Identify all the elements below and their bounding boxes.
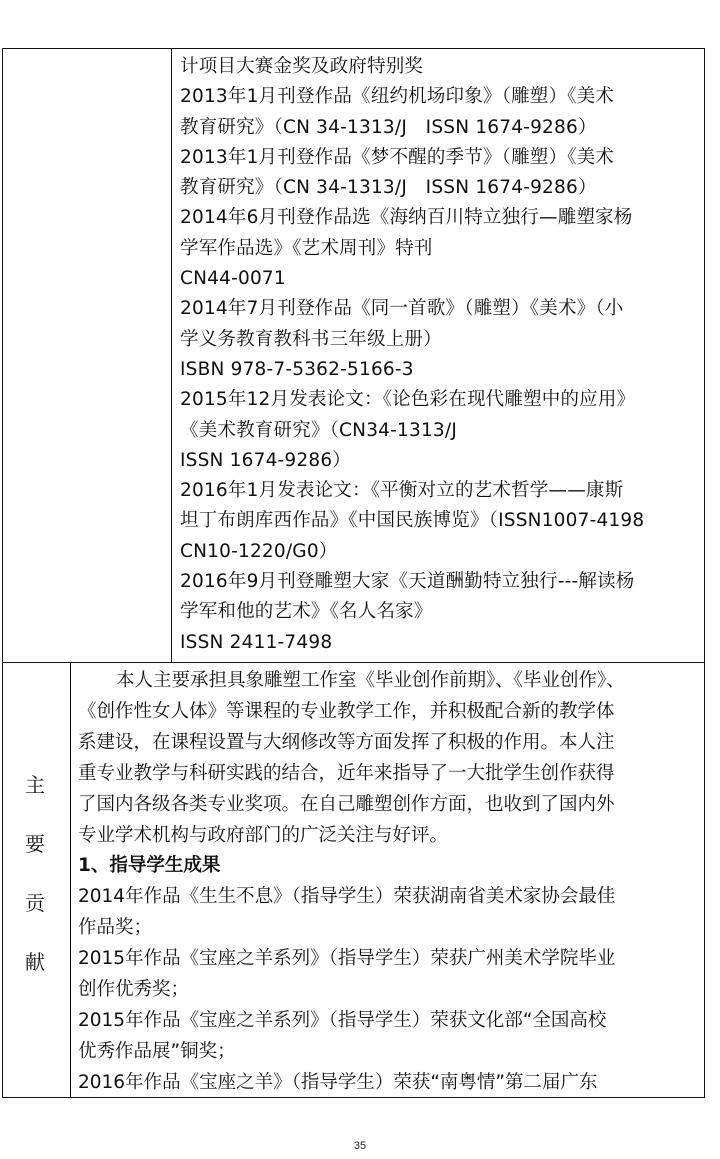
publication-line: 2013年1月刊登作品《纽约机场印象》（雕塑）《美术 bbox=[180, 86, 615, 108]
publication-line: 坦丁布朗库西作品》《中国民族博览》（ISSN1007-4198 bbox=[180, 510, 645, 532]
table-divider-upper bbox=[171, 49, 172, 663]
label-char: 要 bbox=[25, 832, 45, 856]
achievement-line: 2015年作品《宝座之羊系列》（指导学生）荣获广州美术学院毕业 bbox=[78, 948, 616, 970]
publication-line: 学军作品选》《艺术周刊》特刊 bbox=[180, 237, 433, 259]
intro-line: 了国内各级各类专业奖项。在自己雕塑创作方面，也收到了国内外 bbox=[78, 793, 615, 815]
achievement-line: 2015年作品《宝座之羊系列》（指导学生）荣获文化部“全国高校 bbox=[78, 1009, 607, 1031]
publication-line: CN10-1220/G0） bbox=[180, 540, 338, 562]
achievement-line: 2014年作品《生生不息》（指导学生）荣获湖南省美术家协会最佳 bbox=[78, 886, 616, 908]
publication-line: 教育研究》（CN 34-1313/J ISSN 1674-9286） bbox=[180, 116, 597, 138]
page-number: 35 bbox=[353, 1140, 367, 1152]
achievement-line: 优秀作品展”铜奖； bbox=[78, 1040, 236, 1062]
label-char: 贡 bbox=[25, 891, 45, 915]
publication-line: 2016年9月刊登雕塑大家《天道酬勤特立独行---解读杨 bbox=[180, 571, 635, 593]
table-row-divider bbox=[3, 662, 704, 663]
publication-line: ISBN 978-7-5362-5166-3 bbox=[180, 358, 414, 380]
section-label-main-contribution bbox=[22, 775, 48, 1011]
publication-line: 2016年1月发表论文：《平衡对立的艺术哲学——康斯 bbox=[180, 480, 624, 502]
publication-line: 学军和他的艺术》《名人名家》 bbox=[180, 601, 433, 623]
publication-line: 计项目大赛金奖及政府特别奖 bbox=[180, 56, 424, 77]
section-heading: 1、指导学生成果 bbox=[78, 855, 221, 877]
achievement-line: 创作优秀奖； bbox=[78, 979, 190, 1001]
publication-line: 2013年1月刊登作品《梦不醒的季节》（雕塑）《美术 bbox=[180, 146, 615, 168]
publication-line: 学义务教育教科书三年级上册） bbox=[180, 328, 442, 350]
achievement-line: 作品奖； bbox=[78, 917, 153, 939]
intro-line: 《创作性女人体》等课程的专业教学工作，并积极配合新的教学体 bbox=[78, 700, 615, 722]
publication-line: 2014年7月刊登作品《同一首歌》（雕塑）《美术》（小 bbox=[180, 298, 624, 320]
publication-line: 2015年12月发表论文：《论色彩在现代雕塑中的应用》 bbox=[180, 389, 636, 411]
publication-line: CN44-0071 bbox=[180, 268, 286, 290]
publication-list bbox=[180, 52, 700, 658]
intro-line: 本人主要承担具象雕塑工作室《毕业创作前期》、《毕业创作》、 bbox=[116, 670, 625, 691]
table-divider-lower bbox=[70, 663, 71, 1097]
publication-line: ISSN 1674-9286） bbox=[180, 449, 351, 471]
publication-line: 教育研究》（CN 34-1313/J ISSN 1674-9286） bbox=[180, 177, 597, 199]
achievement-line: 2016年作品《宝座之羊》（指导学生）荣获“南粤情”第二届广东 bbox=[78, 1071, 598, 1093]
publication-line: ISSN 2411-7498 bbox=[180, 631, 333, 653]
intro-line: 专业学术机构与政府部门的广泛关注与好评。 bbox=[78, 824, 449, 846]
publication-line: 2014年6月刊登作品选《海纳百川特立独行—雕塑家杨 bbox=[180, 207, 633, 229]
publication-line: 《美术教育研究》（CN34-1313/J bbox=[180, 419, 457, 441]
label-char: 献 bbox=[25, 950, 45, 974]
intro-line: 系建设，在课程设置与大纲修改等方面发挥了积极的作用。本人注 bbox=[78, 731, 615, 753]
intro-line: 重专业教学与科研实践的结合，近年来指导了一大批学生创作获得 bbox=[78, 762, 615, 784]
contribution-text bbox=[78, 666, 700, 1099]
label-char: 主 bbox=[25, 773, 45, 797]
